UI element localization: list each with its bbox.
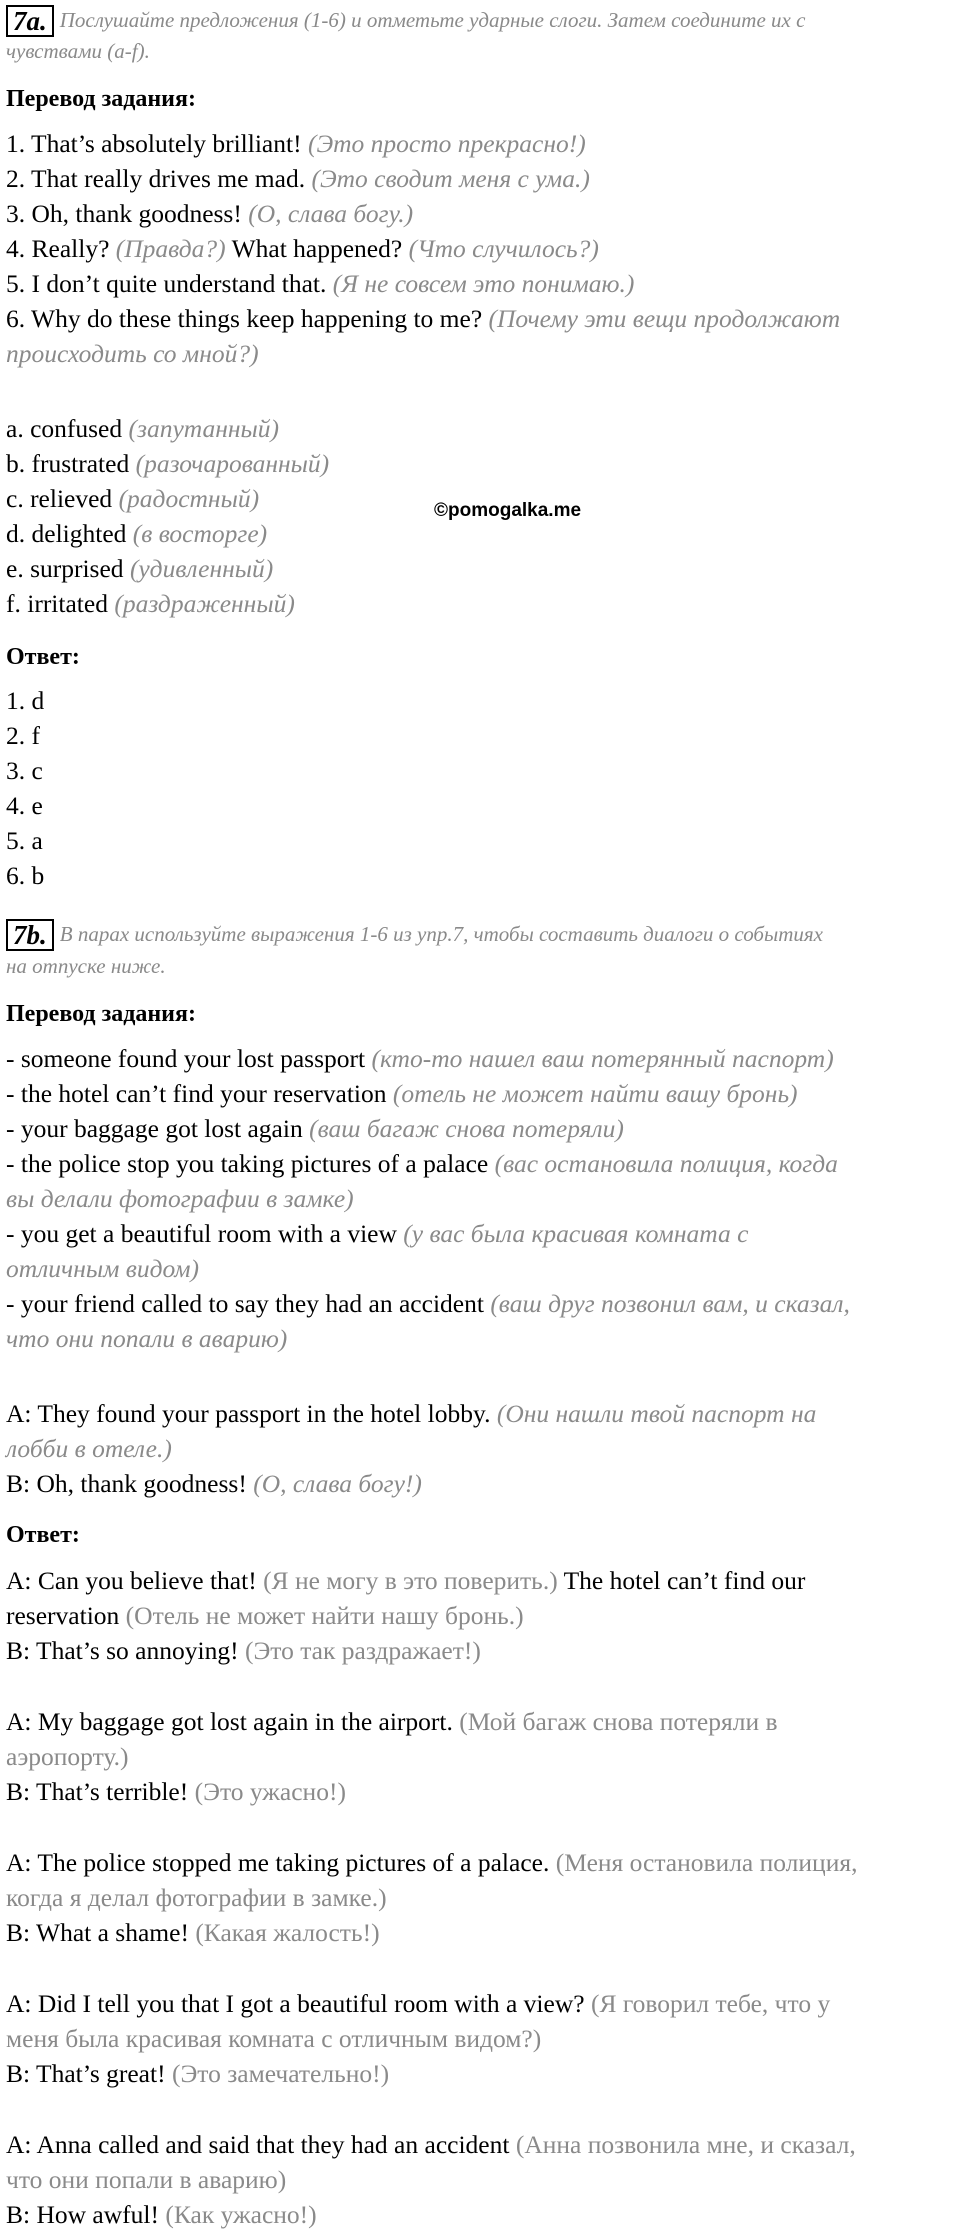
dialogue-1-a-ru2: (Отель не может найти нашу бронь.) <box>125 1601 524 1630</box>
answer-4: 4. e <box>6 791 43 820</box>
event-3-ru: (ваш багаж снова потеряли) <box>309 1114 624 1143</box>
answer-6: 6. b <box>6 861 45 890</box>
feeling-b <box>6 447 329 481</box>
feeling-d-ru: (в восторге) <box>132 519 268 548</box>
dialogue-2-a <box>6 1705 778 1739</box>
feeling-a <box>6 412 279 446</box>
event-1-en: - someone found your lost passport <box>6 1044 366 1073</box>
dialogue-5-a-ru-cont: что они попали в аварию) <box>6 2165 287 2194</box>
example-a-en: A: They found your passport in the hotel lobby. <box>6 1399 491 1428</box>
sentence-1-en: 1. That’s absolutely brilliant! <box>6 129 302 158</box>
dialogue-2-a-ru: (Мой багаж снова потеряли в <box>459 1707 778 1736</box>
feeling-c-en: c. relieved <box>6 484 113 513</box>
dialogue-5-a-ru: (Анна позвонила мне, и сказал, <box>515 2130 856 2159</box>
example-a-ru: (Они нашли твой паспорт на <box>496 1399 817 1428</box>
dialogue-1-a <box>6 1564 805 1598</box>
dialogue-4-a-en: A: Did I tell you that I got a beautiful room with a view? <box>6 1989 585 2018</box>
task-7b-instruction-line1: В парах используйте выражения 1-6 из упр.7, чтобы составить диалоги о событиях <box>59 922 823 946</box>
event-4-en: - the police stop you taking pictures of a palace <box>6 1149 489 1178</box>
dialogue-4-a <box>6 1987 830 2021</box>
event-2 <box>6 1077 798 1111</box>
event-6 <box>6 1287 850 1321</box>
task-7b-answer-heading: Ответ: <box>6 1522 80 1548</box>
example-a-ru-cont: лобби в отеле.) <box>6 1434 172 1463</box>
sentence-2-ru: (Это сводит меня с ума.) <box>311 164 590 193</box>
event-3 <box>6 1112 624 1146</box>
dialogue-5-a <box>6 2128 856 2162</box>
feeling-f <box>6 587 295 621</box>
answer-3: 3. c <box>6 756 43 785</box>
dialogue-3-a-ru: (Меня остановила полиция, <box>555 1848 858 1877</box>
feeling-d <box>6 517 267 551</box>
event-4 <box>6 1147 838 1181</box>
task-7a-answer-heading: Ответ: <box>6 644 80 670</box>
feeling-f-ru: (раздраженный) <box>114 589 295 618</box>
task-7b-instruction <box>6 916 823 951</box>
dialogue-1-b-ru: (Это так раздражает!) <box>244 1636 481 1665</box>
dialogue-1-a-ru: (Я не могу в это поверить.) <box>263 1566 558 1595</box>
event-6-en: - your friend called to say they had an accident <box>6 1289 484 1318</box>
dialogue-1-a-cont <box>6 1599 524 1633</box>
dialogue-5-b-en: B: How awful! <box>6 2200 159 2229</box>
dialogue-4-a-ru: (Я говорил тебе, что у <box>590 1989 831 2018</box>
dialogue-5-b <box>6 2198 317 2232</box>
sentence-4-ru2: (Что случилось?) <box>408 234 599 263</box>
feeling-e <box>6 552 273 586</box>
task-7a-label: 7a. <box>6 5 54 37</box>
event-3-en: - your baggage got lost again <box>6 1114 303 1143</box>
dialogue-3-a <box>6 1846 857 1880</box>
event-4-ru-cont: вы делали фотографии в замке) <box>6 1184 354 1213</box>
dialogue-5-b-ru: (Как ужасно!) <box>165 2200 317 2229</box>
task-7a-instruction-line1: Послушайте предложения (1-6) и отметьте ударные слоги. Затем соедините их с <box>59 8 806 32</box>
feeling-a-en: a. confused <box>6 414 123 443</box>
sentence-5-en: 5. I don’t quite understand that. <box>6 269 327 298</box>
dialogue-3-b-ru: (Какая жалость!) <box>195 1918 380 1947</box>
feeling-e-ru: (удивленный) <box>129 554 274 583</box>
task-7b-instruction-line2: на отпуске ниже. <box>6 954 166 978</box>
feeling-e-en: e. surprised <box>6 554 124 583</box>
dialogue-1-a-en2: The hotel can’t find our <box>563 1566 806 1595</box>
sentence-1-ru: (Это просто прекрасно!) <box>307 129 586 158</box>
sentence-4-ru: (Правда?) <box>115 234 226 263</box>
example-a <box>6 1397 816 1431</box>
dialogue-1-a-en: A: Can you believe that! <box>6 1566 257 1595</box>
dialogue-3-a-en: A: The police stopped me taking pictures of a palace. <box>6 1848 550 1877</box>
answer-2: 2. f <box>6 721 40 750</box>
feeling-d-en: d. delighted <box>6 519 127 548</box>
dialogue-4-b-ru: (Это замечательно!) <box>171 2059 390 2088</box>
dialogue-2-b-en: B: That’s terrible! <box>6 1777 189 1806</box>
sentence-5 <box>6 267 634 301</box>
dialogue-4-b <box>6 2057 389 2091</box>
sentence-6-ru: (Почему эти вещи продолжают <box>488 304 841 333</box>
answer-5: 5. a <box>6 826 43 855</box>
dialogue-1-b-en: B: That’s so annoying! <box>6 1636 239 1665</box>
event-6-ru: (ваш друг позвонил вам, и сказал, <box>490 1289 850 1318</box>
event-2-en: - the hotel can’t find your reservation <box>6 1079 387 1108</box>
event-6-ru-cont: что они попали в аварию) <box>6 1324 288 1353</box>
event-5-ru-cont: отличным видом) <box>6 1254 200 1283</box>
feeling-f-en: f. irritated <box>6 589 108 618</box>
dialogue-5-a-en: A: Anna called and said that they had an accident <box>6 2130 510 2159</box>
dialogue-4-b-en: B: That’s great! <box>6 2059 166 2088</box>
event-4-ru: (вас остановила полиция, когда <box>494 1149 838 1178</box>
sentence-1 <box>6 127 586 161</box>
task-7a-translation-heading: Перевод задания: <box>6 86 196 112</box>
example-b <box>6 1467 422 1501</box>
dialogue-3-b-en: B: What a shame! <box>6 1918 189 1947</box>
sentence-6-ru-cont: происходить со мной?) <box>6 339 259 368</box>
answer-1: 1. d <box>6 686 45 715</box>
sentence-6 <box>6 302 840 336</box>
dialogue-2-b <box>6 1775 346 1809</box>
dialogue-2-a-ru-cont: аэропорту.) <box>6 1742 129 1771</box>
sentence-3-en: 3. Oh, thank goodness! <box>6 199 242 228</box>
event-5-ru: (у вас была красивая комната с <box>403 1219 749 1248</box>
task-7b-translation-heading: Перевод задания: <box>6 1001 196 1027</box>
feeling-b-en: b. frustrated <box>6 449 130 478</box>
dialogue-3-b <box>6 1916 380 1950</box>
sentence-3-ru: (О, слава богу.) <box>248 199 414 228</box>
feeling-a-ru: (запутанный) <box>128 414 280 443</box>
sentence-3 <box>6 197 413 231</box>
feeling-b-ru: (разочарованный) <box>135 449 330 478</box>
dialogue-1-a-en2-cont: reservation <box>6 1601 120 1630</box>
dialogue-1-b <box>6 1634 481 1668</box>
task-7b-label: 7b. <box>6 919 54 951</box>
event-2-ru: (отель не может найти вашу бронь) <box>392 1079 798 1108</box>
event-1-ru: (кто-то нашел ваш потерянный паспорт) <box>371 1044 834 1073</box>
event-1 <box>6 1042 834 1076</box>
dialogue-2-a-en: A: My baggage got lost again in the airport. <box>6 1707 453 1736</box>
sentence-2 <box>6 162 590 196</box>
sentence-4 <box>6 232 599 266</box>
sentence-6-en: 6. Why do these things keep happening to me? <box>6 304 483 333</box>
example-b-ru: (О, слава богу!) <box>253 1469 422 1498</box>
task-7a-instruction-line2: чувствами (a-f). <box>6 39 150 63</box>
event-5 <box>6 1217 748 1251</box>
feeling-c <box>6 482 259 516</box>
dialogue-2-b-ru: (Это ужасно!) <box>194 1777 346 1806</box>
sentence-5-ru: (Я не совсем это понимаю.) <box>332 269 635 298</box>
event-5-en: - you get a beautiful room with a view <box>6 1219 397 1248</box>
sentence-4-en: 4. Really? <box>6 234 110 263</box>
example-b-en: B: Oh, thank goodness! <box>6 1469 247 1498</box>
task-7a-instruction <box>6 2 805 37</box>
sentence-4-en2: What happened? <box>231 234 403 263</box>
dialogue-4-a-ru-cont: меня была красивая комната с отличным видом?) <box>6 2024 542 2053</box>
sentence-2-en: 2. That really drives me mad. <box>6 164 306 193</box>
watermark: ©pomogalka.me <box>434 500 582 521</box>
feeling-c-ru: (радостный) <box>118 484 260 513</box>
dialogue-3-a-ru-cont: когда я делал фотографии в замке.) <box>6 1883 387 1912</box>
